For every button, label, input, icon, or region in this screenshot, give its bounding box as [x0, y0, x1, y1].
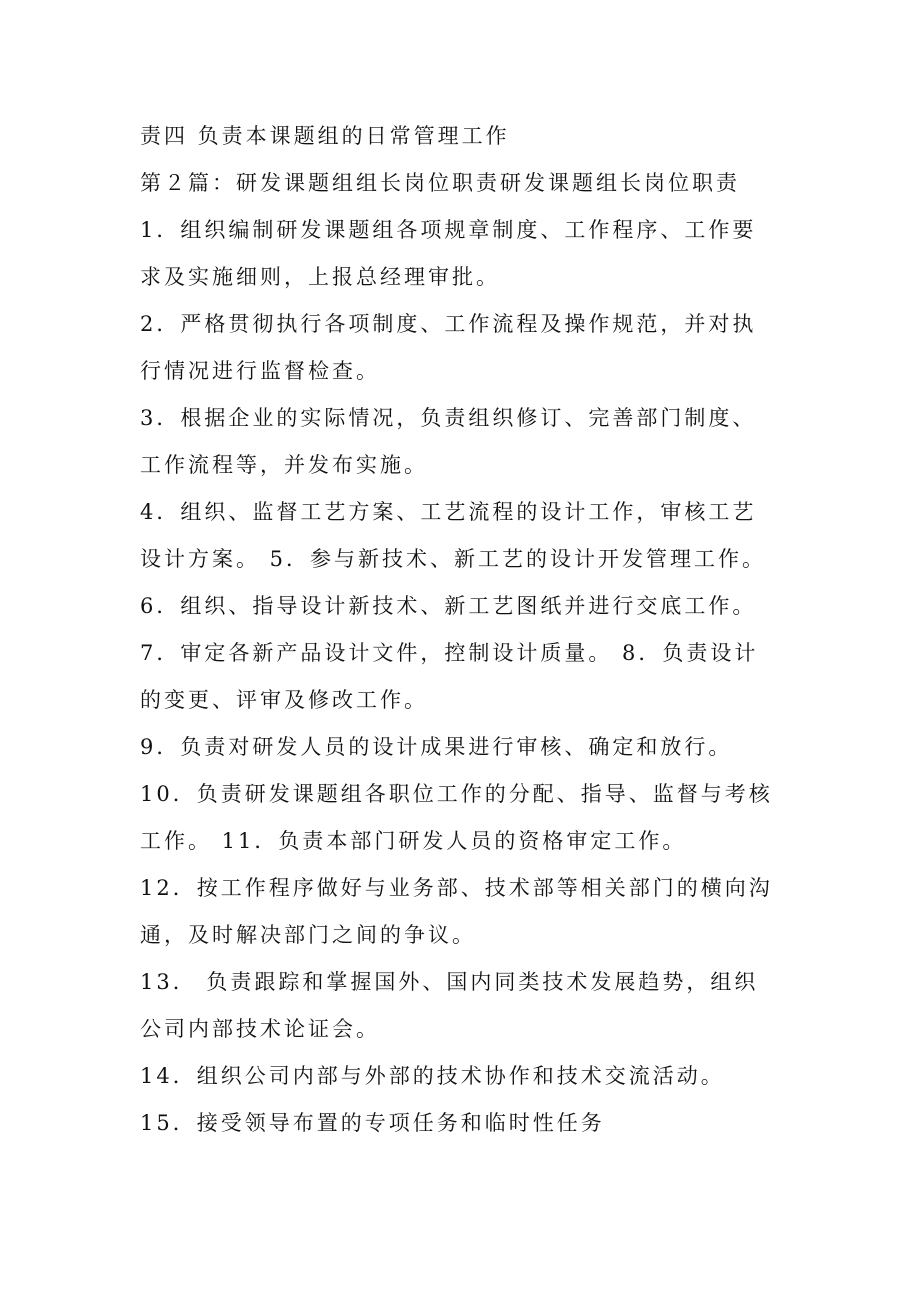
text-line: 2．严格贯彻执行各项制度、工作流程及操作规范，并对执 [140, 312, 757, 336]
document-body [140, 116, 800, 1150]
text-line: 工作。 11．负责本部门研发人员的资格审定工作。 [140, 829, 687, 853]
section-heading: 第２篇：研发课题组组长岗位职责研发课题组长岗位职责 [140, 171, 740, 195]
text-line: 13． 负责跟踪和掌握国外、国内同类技术发展趋势，组织 [140, 970, 759, 994]
text-line: 9．负责对研发人员的设计成果进行审核、确定和放行。 [140, 735, 733, 759]
text-line: 公司内部技术论证会。 [140, 1017, 380, 1041]
text-line: 1．组织编制研发课题组各项规章制度、工作程序、工作要 [140, 218, 757, 242]
text-line: 7．审定各新产品设计文件，控制设计质量。 8．负责设计 [140, 641, 759, 665]
text-line: 10．负责研发课题组各职位工作的分配、指导、监督与考核 [140, 782, 773, 806]
text-line: 6．组织、指导设计新技术、新工艺图纸并进行交底工作。 [140, 594, 757, 618]
text-line: 15．接受领导布置的专项任务和临时性任务 [140, 1111, 605, 1135]
text-line: 责四 负责本课题组的日常管理工作 [140, 124, 510, 148]
text-line: 行情况进行监督检查。 [140, 359, 380, 383]
text-line: 14．组织公司内部与外部的技术协作和技术交流活动。 [140, 1064, 725, 1088]
text-line: 3．根据企业的实际情况，负责组织修订、完善部门制度、 [140, 406, 757, 430]
text-line: 通，及时解决部门之间的争议。 [140, 923, 476, 947]
text-line: 的变更、评审及修改工作。 [140, 688, 428, 712]
text-line: 4．组织、监督工艺方案、工艺流程的设计工作，审核工艺 [140, 500, 757, 524]
text-line: 设计方案。 5．参与新技术、新工艺的设计开发管理工作。 [140, 547, 767, 571]
text-line: 12．按工作程序做好与业务部、技术部等相关部门的横向沟 [140, 876, 773, 900]
text-line: 求及实施细则，上报总经理审批。 [140, 265, 500, 289]
text-line: 工作流程等，并发布实施。 [140, 453, 428, 477]
